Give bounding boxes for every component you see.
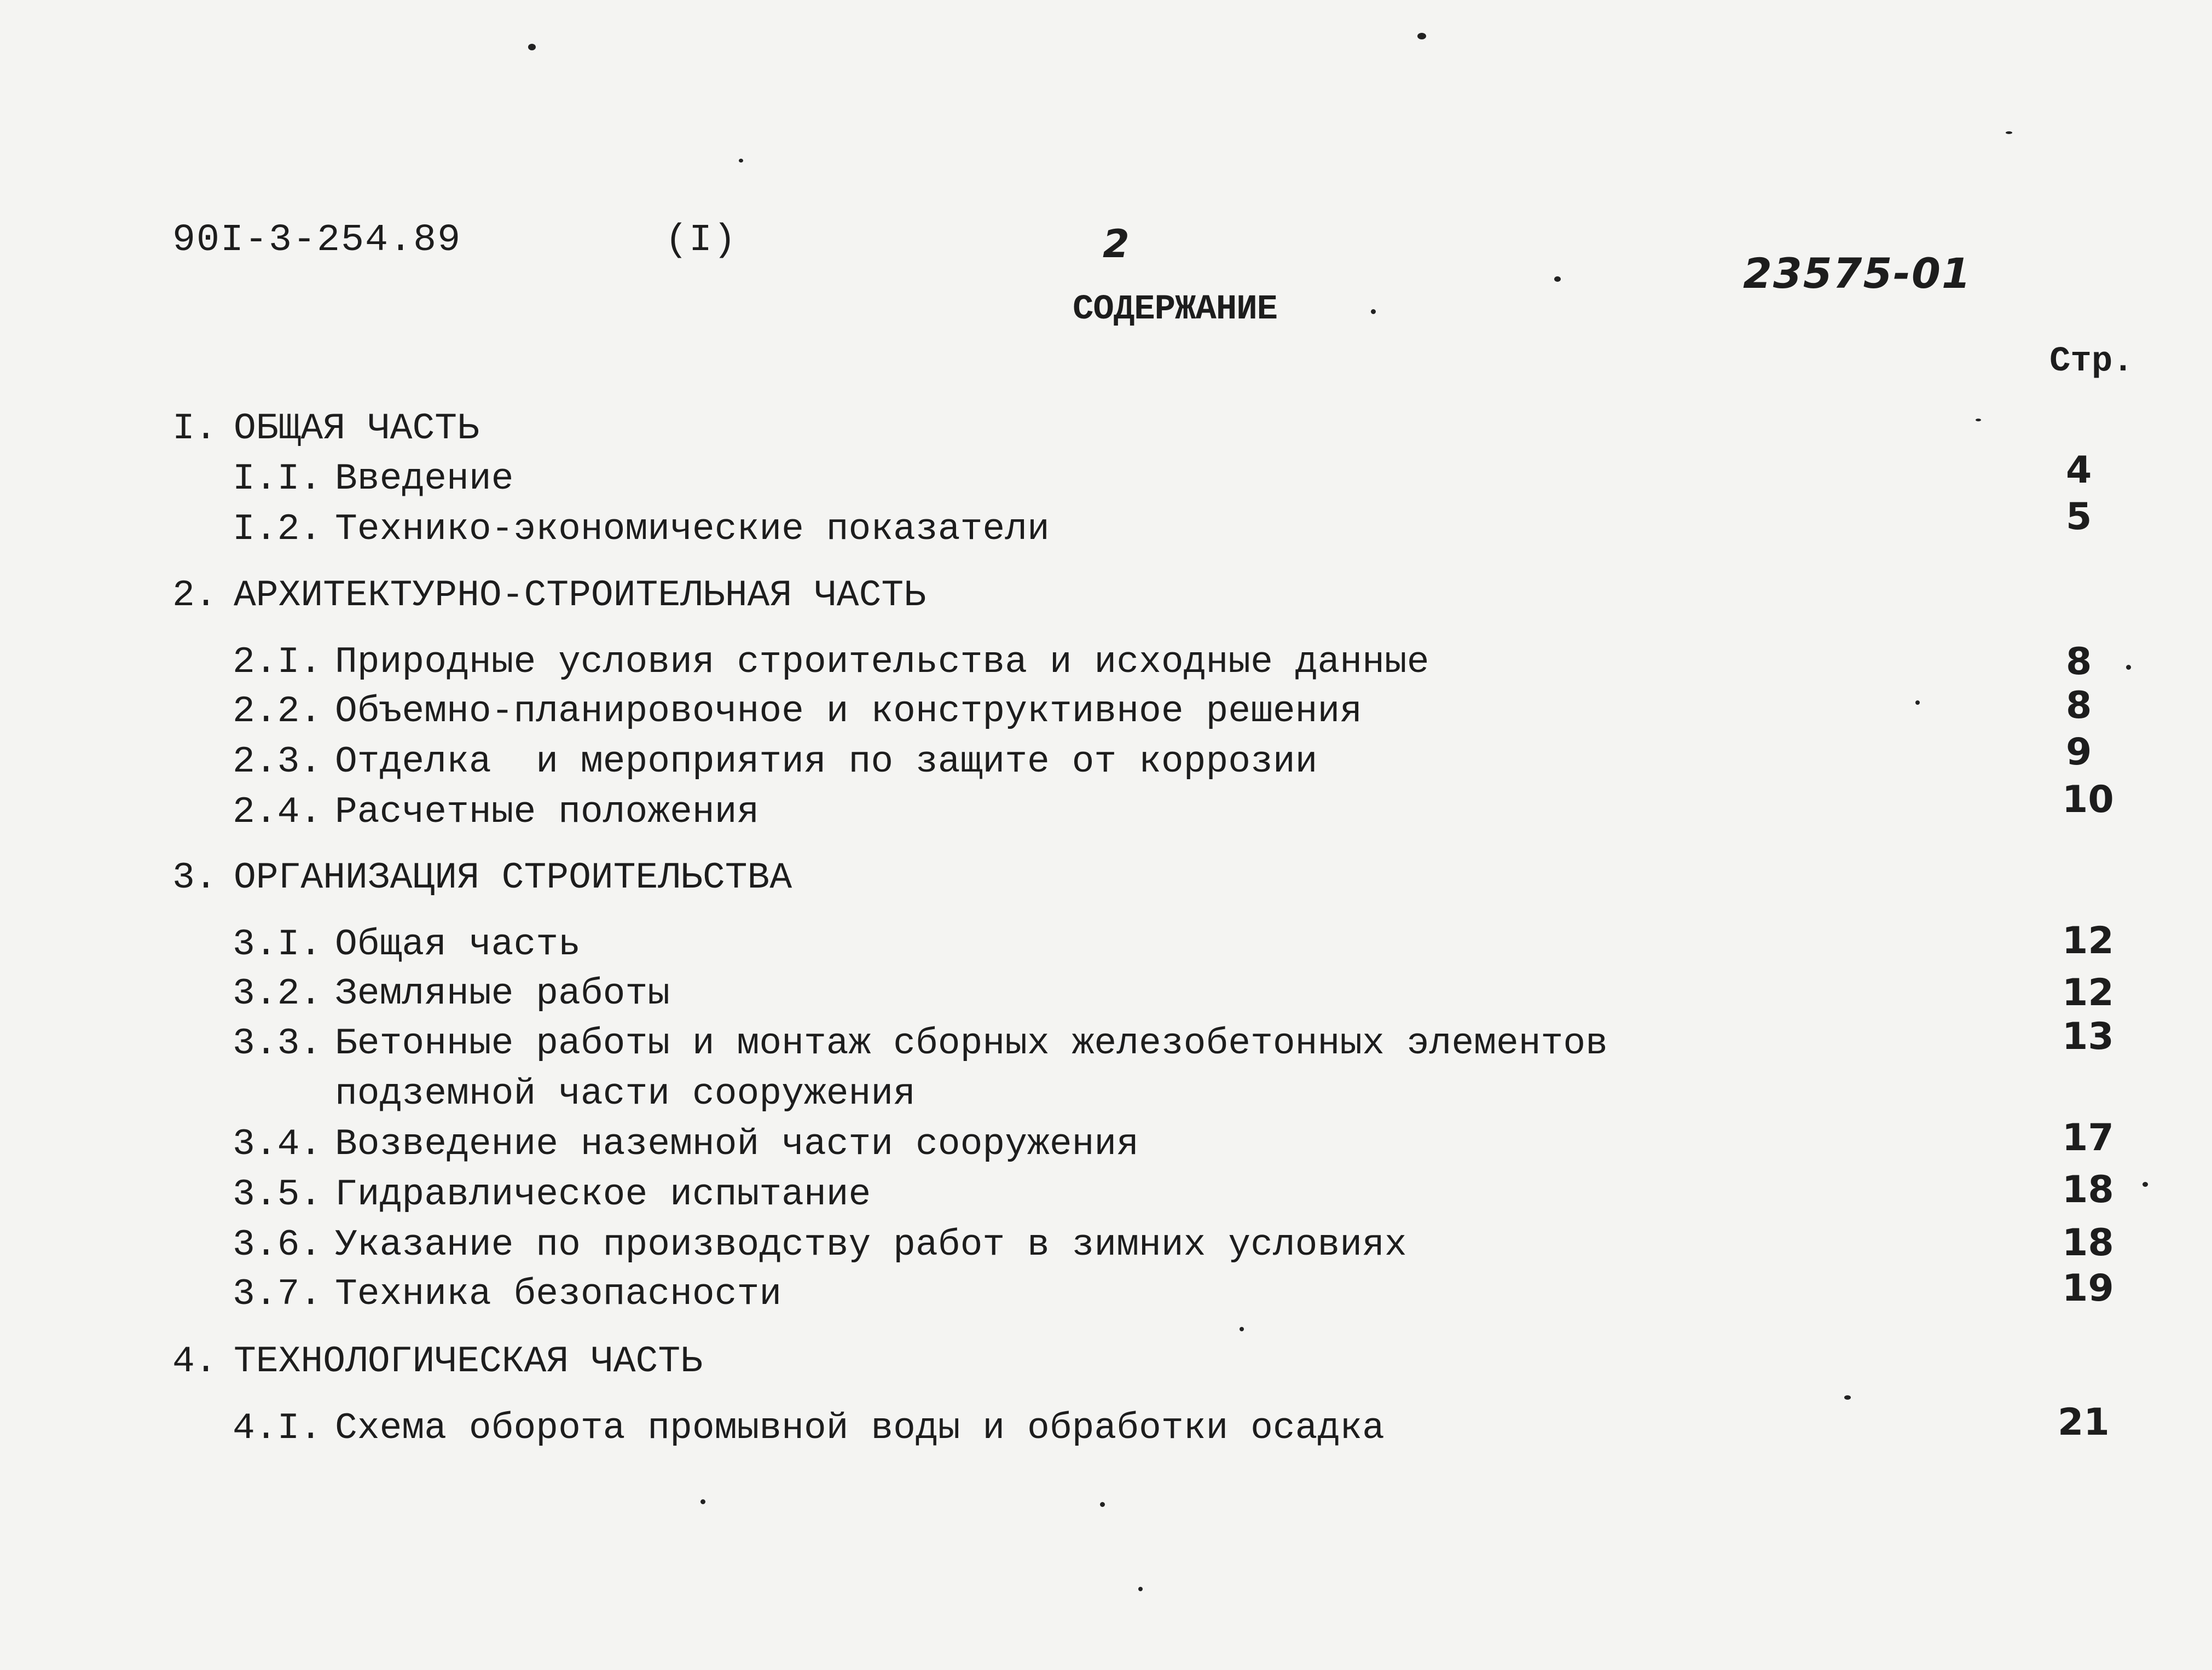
toc-entry-3-7 [233, 1273, 781, 1315]
section-number: 2. [172, 575, 217, 617]
scan-speck [1371, 309, 1376, 314]
toc-section-2 [172, 575, 926, 617]
entry-title: Природные условия строительства и исходные данные [335, 641, 1429, 683]
scan-speck [700, 1499, 705, 1504]
entry-number: I.I. [233, 458, 322, 500]
toc-entry-3-3 [233, 1023, 1608, 1065]
section-title: ТЕХНОЛОГИЧЕСКАЯ ЧАСТЬ [234, 1341, 703, 1383]
scan-speck [2142, 1182, 2148, 1187]
sheet-number: 2 [1103, 222, 1131, 266]
page-ref-2-3: 9 [2066, 730, 2092, 774]
scan-speck [1100, 1502, 1105, 1507]
section-number: 4. [172, 1341, 217, 1383]
toc-entry-2-2 [233, 691, 1362, 733]
page-ref-3-1: 12 [2062, 919, 2114, 962]
section-number: 3. [172, 857, 217, 899]
entry-number: 3.5. [233, 1174, 322, 1216]
entry-number: 3.I. [233, 924, 322, 966]
toc-entry-2-3 [233, 741, 1318, 783]
page-ref-1-1: 4 [2066, 449, 2092, 492]
entry-number: 2.4. [233, 791, 322, 833]
page-ref-3-5: 18 [2062, 1168, 2114, 1211]
scan-speck [1138, 1587, 1143, 1591]
scan-speck [528, 44, 536, 50]
section-title: ОРГАНИЗАЦИЯ СТРОИТЕЛЬСТВА [234, 857, 792, 899]
toc-entry-2-1 [233, 641, 1429, 683]
page-ref-4-1: 21 [2058, 1401, 2110, 1444]
document-code: 90I-3-254.89 [172, 219, 462, 262]
toc-section-4 [172, 1341, 703, 1383]
page-ref-2-2: 8 [2066, 684, 2092, 727]
toc-entry-3-3-continuation: подземной части сооружения [335, 1073, 916, 1115]
page-ref-3-3: 13 [2062, 1015, 2114, 1058]
scan-speck [1240, 1327, 1244, 1331]
entry-title: Указание по производству работ в зимних условиях [335, 1224, 1407, 1266]
entry-title: Схема оборота промывной воды и обработки осадка [335, 1407, 1385, 1449]
page-ref-1-2: 5 [2066, 495, 2092, 538]
entry-number: 3.3. [233, 1023, 322, 1065]
toc-section-3 [172, 857, 792, 899]
entry-number: 3.4. [233, 1123, 322, 1165]
scan-speck [1554, 276, 1561, 282]
entry-title: Расчетные положения [335, 791, 760, 833]
entry-number: 4.I. [233, 1407, 322, 1449]
toc-entry-1-1 [233, 458, 513, 500]
entry-number: 2.3. [233, 741, 322, 783]
entry-number: 3.6. [233, 1224, 322, 1266]
section-title: ОБЩАЯ ЧАСТЬ [234, 408, 479, 450]
entry-title: Отделка и мероприятия по защите от коррозии [335, 741, 1318, 783]
entry-number: 3.2. [233, 973, 322, 1015]
toc-entry-3-1 [233, 924, 581, 966]
entry-title: Гидравлическое испытание [335, 1174, 871, 1216]
scan-speck [1915, 700, 1920, 705]
entry-title: Общая часть [335, 924, 581, 966]
entry-number: 2.I. [233, 641, 322, 683]
toc-entry-4-1 [233, 1407, 1385, 1449]
entry-number: I.2. [233, 508, 322, 550]
entry-title: Возведение наземной части сооружения [335, 1123, 1139, 1165]
scan-speck [739, 159, 743, 163]
page-ref-3-7: 19 [2062, 1267, 2114, 1310]
toc-entry-3-4 [233, 1123, 1139, 1165]
scan-speck [1844, 1395, 1851, 1400]
toc-entry-3-6 [233, 1224, 1407, 1266]
entry-number: 3.7. [233, 1273, 322, 1315]
page-column-label: Стр. [2049, 342, 2134, 381]
page-ref-2-4: 10 [2062, 778, 2114, 821]
entry-title: Объемно-планировочное и конструктивное решения [335, 691, 1363, 733]
toc-entry-1-2 [233, 508, 1050, 550]
page-ref-3-2: 12 [2062, 971, 2114, 1014]
page-ref-3-6: 18 [2062, 1221, 2114, 1265]
toc-entry-3-2 [233, 973, 670, 1015]
page-title: СОДЕРЖАНИЕ [1073, 290, 1278, 329]
entry-title: Технико-экономические показатели [335, 508, 1050, 550]
section-number: I. [172, 408, 217, 450]
part-number: (I) [665, 219, 738, 262]
toc-entry-3-5 [233, 1174, 871, 1216]
page-ref-3-4: 17 [2062, 1116, 2114, 1159]
entry-title: Техника безопасности [335, 1273, 782, 1315]
toc-section-1 [172, 408, 479, 450]
entry-title: Бетонные работы и монтаж сборных железобетонных элементов [335, 1023, 1608, 1065]
scan-speck [1976, 419, 1981, 421]
scan-speck [1417, 33, 1426, 39]
entry-title: Земляные работы [335, 973, 670, 1015]
toc-entry-2-4 [233, 791, 759, 833]
scan-speck [2006, 131, 2012, 134]
entry-title: Введение [335, 458, 514, 500]
entry-number: 2.2. [233, 691, 322, 733]
page-ref-2-1: 8 [2066, 640, 2092, 683]
section-title: АРХИТЕКТУРНО-СТРОИТЕЛЬНАЯ ЧАСТЬ [234, 575, 927, 617]
archive-number: 23575-01 [1743, 249, 1972, 298]
scan-speck [2126, 665, 2131, 670]
